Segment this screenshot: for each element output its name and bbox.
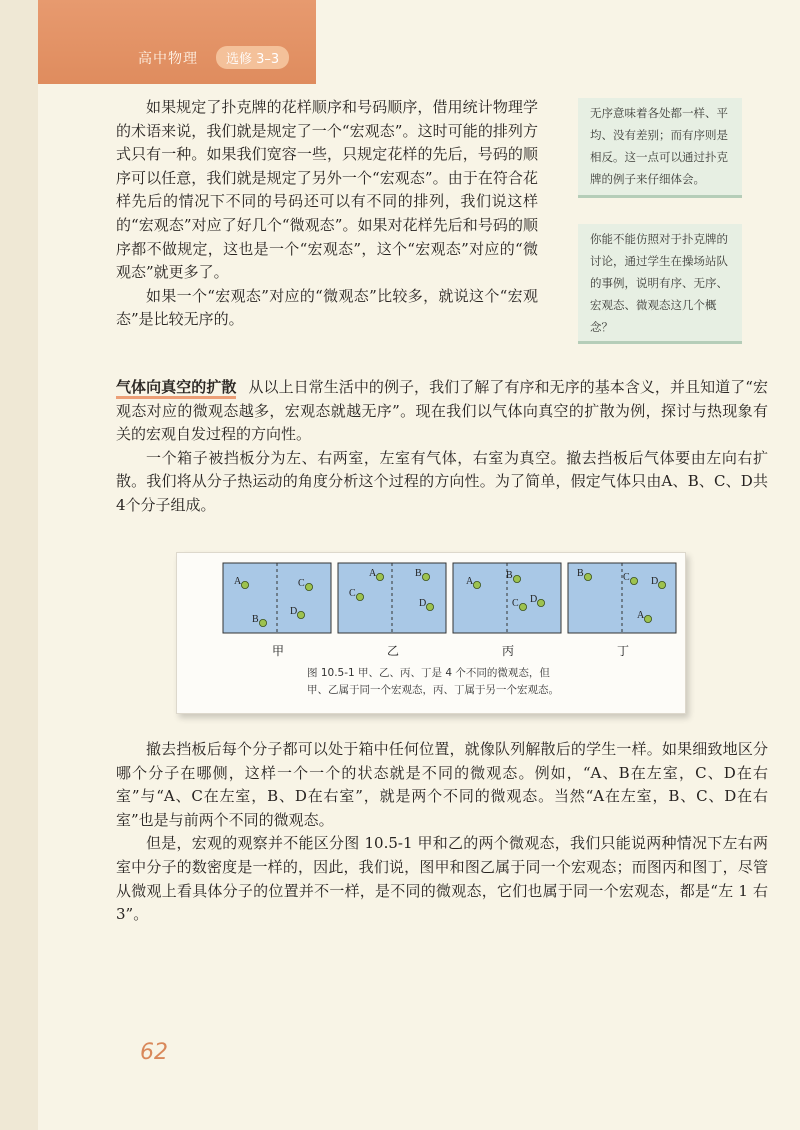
paragraph: 撤去挡板后每个分子都可以处于箱中任何位置，就像队列解散后的学生一样。如果细致地区分哪个分子在哪侧，这样一个一个的状态就是不同的微观态。例如，“A、B在左室，C、D在右室”与“A、C在左室，B、D在右室”，就是两个不同的微观态。当然“A在左室，B、C、D在右室”也是与前两个不同的微观态。 [116, 740, 768, 829]
molecule-C [519, 603, 526, 610]
molecule-A [644, 615, 651, 622]
molecule-label: B [577, 568, 584, 579]
molecule-C [630, 577, 637, 584]
paragraph: 一个箱子被挡板分为左、右两室，左室有气体，右室为真空。撤去挡板后气体要由左向右扩散。我们将从分子热运动的角度分析这个过程的方向性。为了简单，假定气体只由A、B、C、D共4个分子组成。 [116, 448, 768, 514]
margin-note-text: 你能不能仿照对于扑克牌的讨论，通过学生在操场站队的事例，说明有序、无序、宏观态、微观态这几个概念？ [590, 232, 728, 334]
molecule-label: A [369, 568, 377, 579]
molecule-D [537, 599, 544, 606]
header-band [38, 0, 316, 84]
page-number: 62 [140, 1040, 168, 1065]
margin-note-text: 无序意味着各处都一样、平均、没有差别；而有序则是相反。这一点可以通过扑克牌的例子来仔细体会。 [590, 106, 728, 186]
section-text: 从以上日常生活中的例子，我们了解了有序和无序的基本含义，并且知道了“宏观态对应的微观态越多，宏观态就越无序”。现在我们以气体向真空的扩散为例，探讨与热现象有关的宏观自发过程的方向性。 [116, 378, 768, 444]
volume-badge: 选修 3–3 [216, 46, 289, 69]
section-heading: 气体向真空的扩散 [116, 378, 236, 399]
molecule-A [241, 581, 248, 588]
molecule-label: B [415, 568, 422, 579]
figure-microstates [176, 552, 686, 714]
caption-line: 甲、乙属于同一个宏观态，丙、丁属于另一个宏观态。 [307, 684, 559, 696]
margin-note-disorder [578, 98, 742, 198]
molecule-label: C [512, 598, 519, 609]
molecule-A [376, 573, 383, 580]
molecule-C [305, 583, 312, 590]
molecule-A [473, 581, 480, 588]
molecule-label: C [623, 572, 630, 583]
molecule-B [422, 573, 429, 580]
molecule-label: B [252, 614, 259, 625]
caption-line: 图 10.5-1 甲、乙、丙、丁是 4 个不同的微观态，但 [307, 667, 550, 679]
molecule-C [356, 593, 363, 600]
molecule-label: A [637, 610, 645, 621]
figure-caption [307, 665, 647, 699]
molecule-label: D [651, 576, 659, 587]
paragraph [116, 376, 768, 447]
gas-box [568, 563, 676, 633]
panel-label: 丁 [617, 644, 630, 658]
molecule-B [513, 575, 520, 582]
intro-text [116, 96, 538, 332]
panel-label: 乙 [387, 644, 400, 658]
molecule-label: D [290, 606, 298, 617]
explanation-text [116, 738, 768, 927]
molecule-label: D [530, 594, 538, 605]
molecule-D [658, 581, 665, 588]
paragraph: 如果一个“宏观态”对应的“微观态”比较多，就说这个“宏观态”是比较无序的。 [116, 286, 538, 329]
book-title: 高中物理 [138, 51, 198, 67]
panel-label: 甲 [272, 644, 285, 658]
molecule-label: A [466, 576, 474, 587]
margin-note-question [578, 224, 742, 344]
molecule-label: B [506, 570, 513, 581]
molecule-label: D [419, 598, 427, 609]
molecule-label: C [349, 588, 356, 599]
molecule-B [259, 619, 266, 626]
paragraph: 但是，宏观的观察并不能区分图 10.5-1 甲和乙的两个微观态，我们只能说两种情况下左右两室中分子的数密度是一样的，因此，我们说，图甲和图乙属于同一个宏观态；而图丙和图丁，尽管从微观上看具体分子的位置并不一样，是不同的微观态，它们也属于同一个宏观态，都是“左 1 右 3”。 [116, 834, 768, 924]
molecule-label: A [234, 576, 242, 587]
molecule-D [426, 603, 433, 610]
molecule-D [297, 611, 304, 618]
molecule-B [584, 573, 591, 580]
figure-diagram [177, 553, 685, 663]
molecule-label: C [298, 578, 305, 589]
paragraph: 如果规定了扑克牌的花样顺序和号码顺序，借用统计物理学的术语来说，我们就是规定了一个“宏观态”。这时可能的排列方式只有一种。如果我们宽容一些，只规定花样的先后，号码的顺序可以任意，我们就是规定了另外一个“宏观态”。由于在符合花样先后的情况下不同的号码还可以有不同的排列，我们说这样的“宏观态”对应了好几个“微观态”。如果对花样先后和号码的顺序都不做规定，这也是一个“宏观态”，这个“宏观态”对应的“微观态”就更多了。 [116, 98, 538, 282]
section-diffusion [116, 376, 768, 518]
panel-label: 丙 [502, 644, 515, 658]
gas-box [223, 563, 331, 633]
